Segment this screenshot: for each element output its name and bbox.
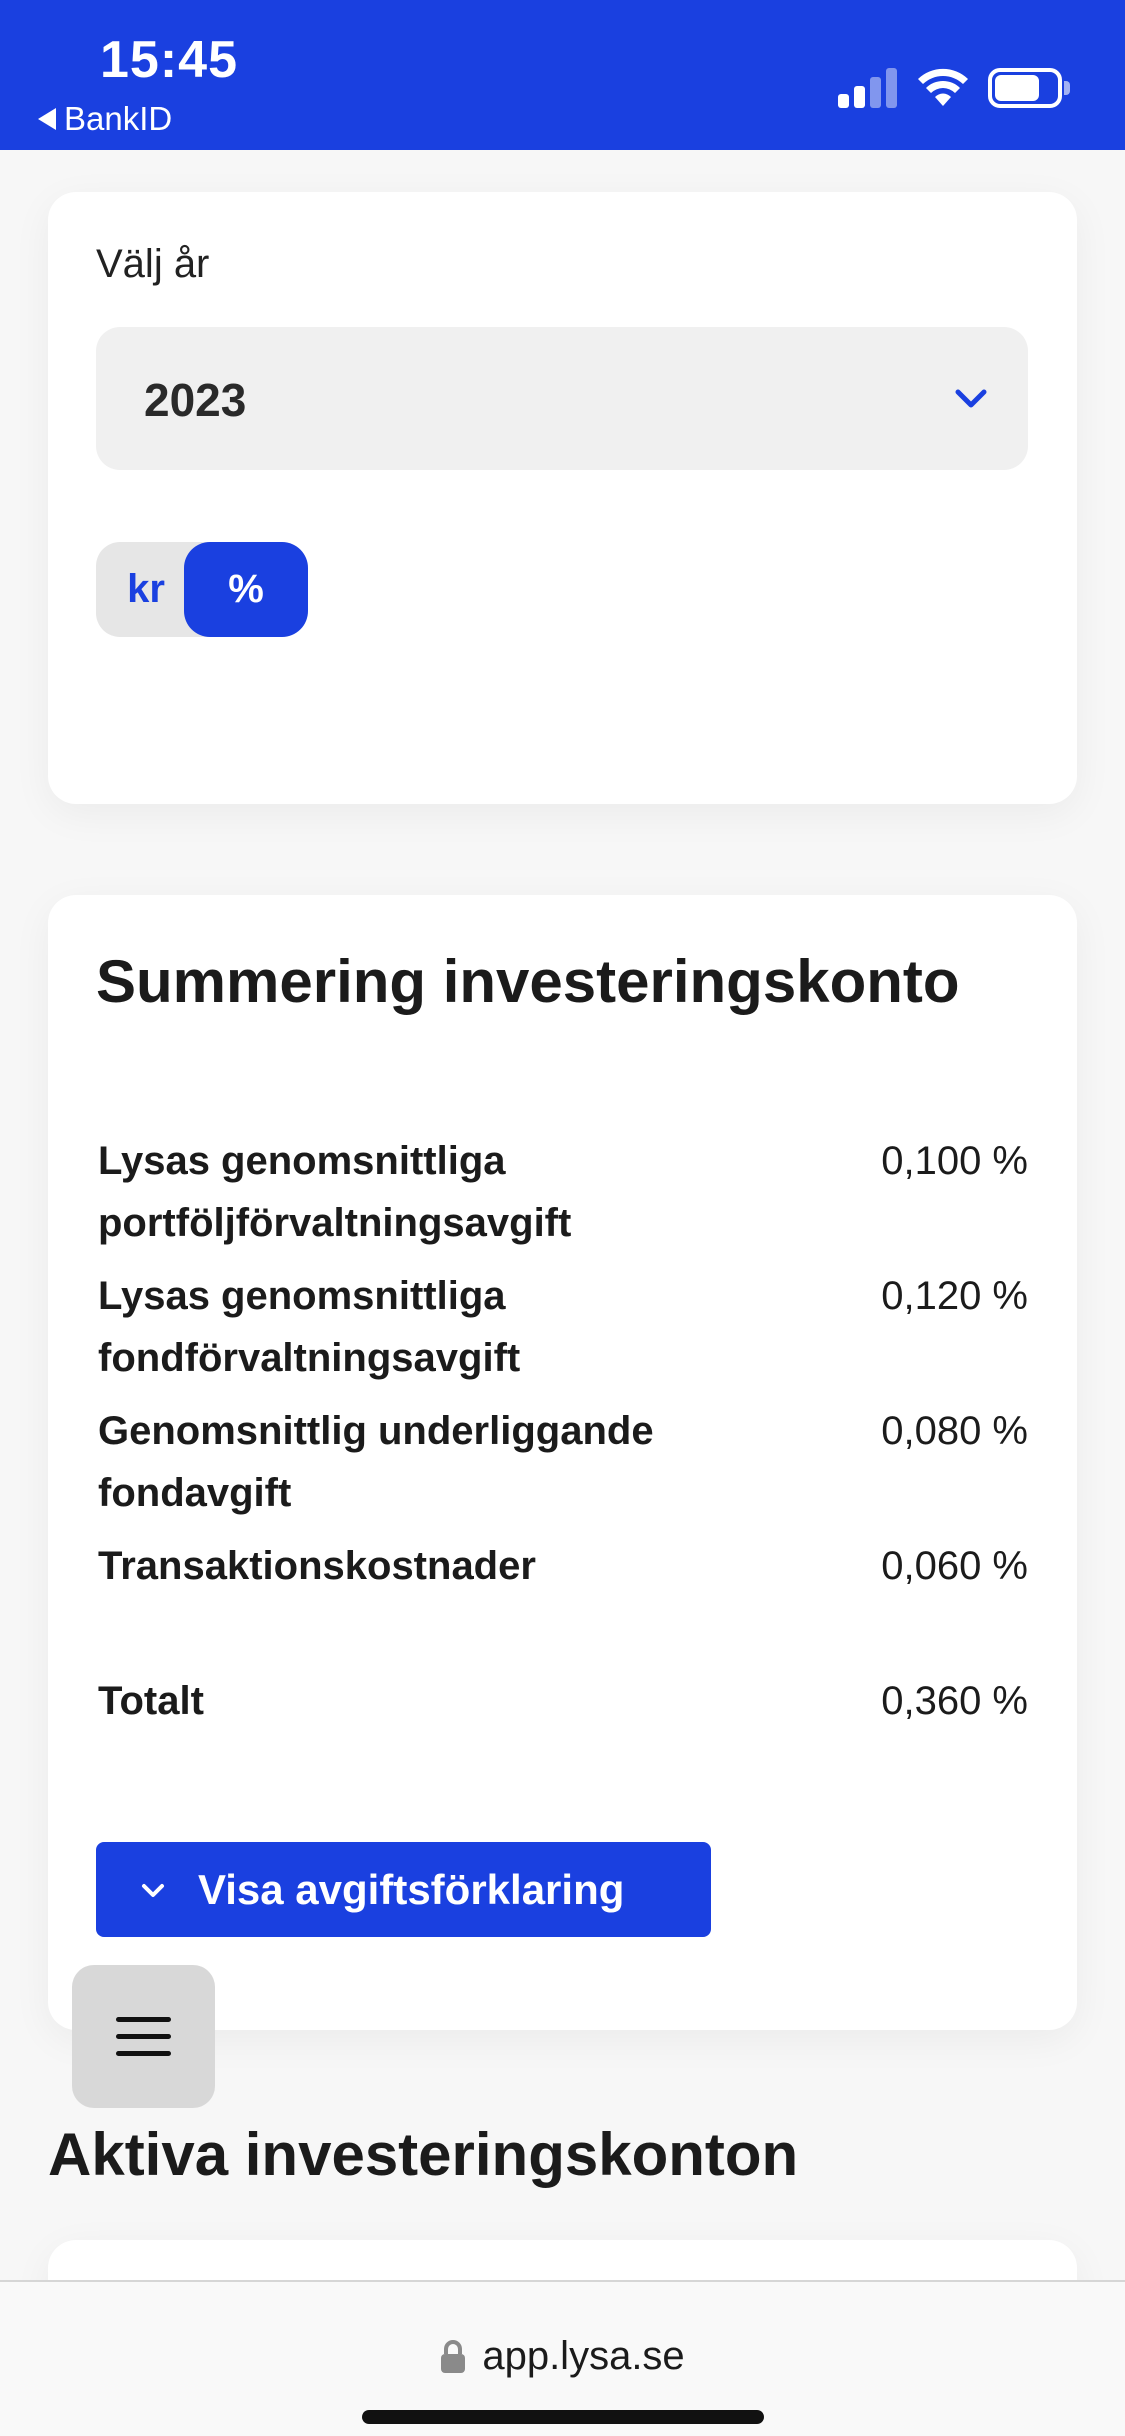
status-time: 15:45 <box>100 31 238 89</box>
fee-name: Lysas genomsnittliga portföljförvaltningsavgift <box>98 1139 572 1245</box>
summary-card <box>48 895 1077 2030</box>
cellular-signal-icon <box>838 66 898 108</box>
back-to-app-link[interactable] <box>38 100 172 138</box>
fee-total-label: Totalt <box>98 1679 204 1723</box>
unit-toggle <box>96 542 306 637</box>
year-label: Välj år <box>96 242 210 286</box>
browser-bottom-bar <box>0 2280 1125 2436</box>
lock-icon <box>440 2340 466 2374</box>
fee-name: Genomsnittlig underliggande fondavgift <box>98 1409 654 1515</box>
year-select[interactable] <box>96 327 1028 470</box>
fee-value: 0,120 % <box>881 1274 1028 1318</box>
wifi-icon <box>917 66 969 108</box>
show-fee-explanation-button[interactable] <box>96 1842 711 1937</box>
fee-value: 0,080 % <box>881 1409 1028 1453</box>
status-bar <box>0 0 1125 150</box>
menu-button[interactable] <box>72 1965 215 2108</box>
year-select-value: 2023 <box>144 374 247 426</box>
chevron-down-icon <box>950 377 992 419</box>
url-bar[interactable] <box>0 2334 1125 2379</box>
back-app-label: BankID <box>64 100 173 137</box>
url-text: app.lysa.se <box>482 2334 685 2378</box>
battery-icon <box>988 68 1070 108</box>
show-fee-explanation-label: Visa avgiftsförklaring <box>198 1865 625 1913</box>
toggle-kr[interactable]: kr <box>127 567 165 611</box>
back-arrow-icon <box>38 108 56 130</box>
chevron-down-icon <box>138 1875 168 1905</box>
fee-total-value: 0,360 % <box>881 1679 1028 1723</box>
hamburger-icon <box>116 2017 171 2022</box>
fee-value: 0,060 % <box>881 1544 1028 1588</box>
fee-name: Lysas genomsnittliga fondförvaltningsavgift <box>98 1274 521 1380</box>
year-selection-card <box>48 192 1077 804</box>
toggle-percent[interactable]: % <box>184 542 308 637</box>
fee-name: Transaktionskostnader <box>98 1544 536 1588</box>
home-indicator <box>362 2410 764 2424</box>
summary-title: Summering investeringskonto <box>96 948 960 1015</box>
fee-value: 0,100 % <box>881 1139 1028 1183</box>
active-accounts-title: Aktiva investeringskonton <box>48 2121 799 2188</box>
